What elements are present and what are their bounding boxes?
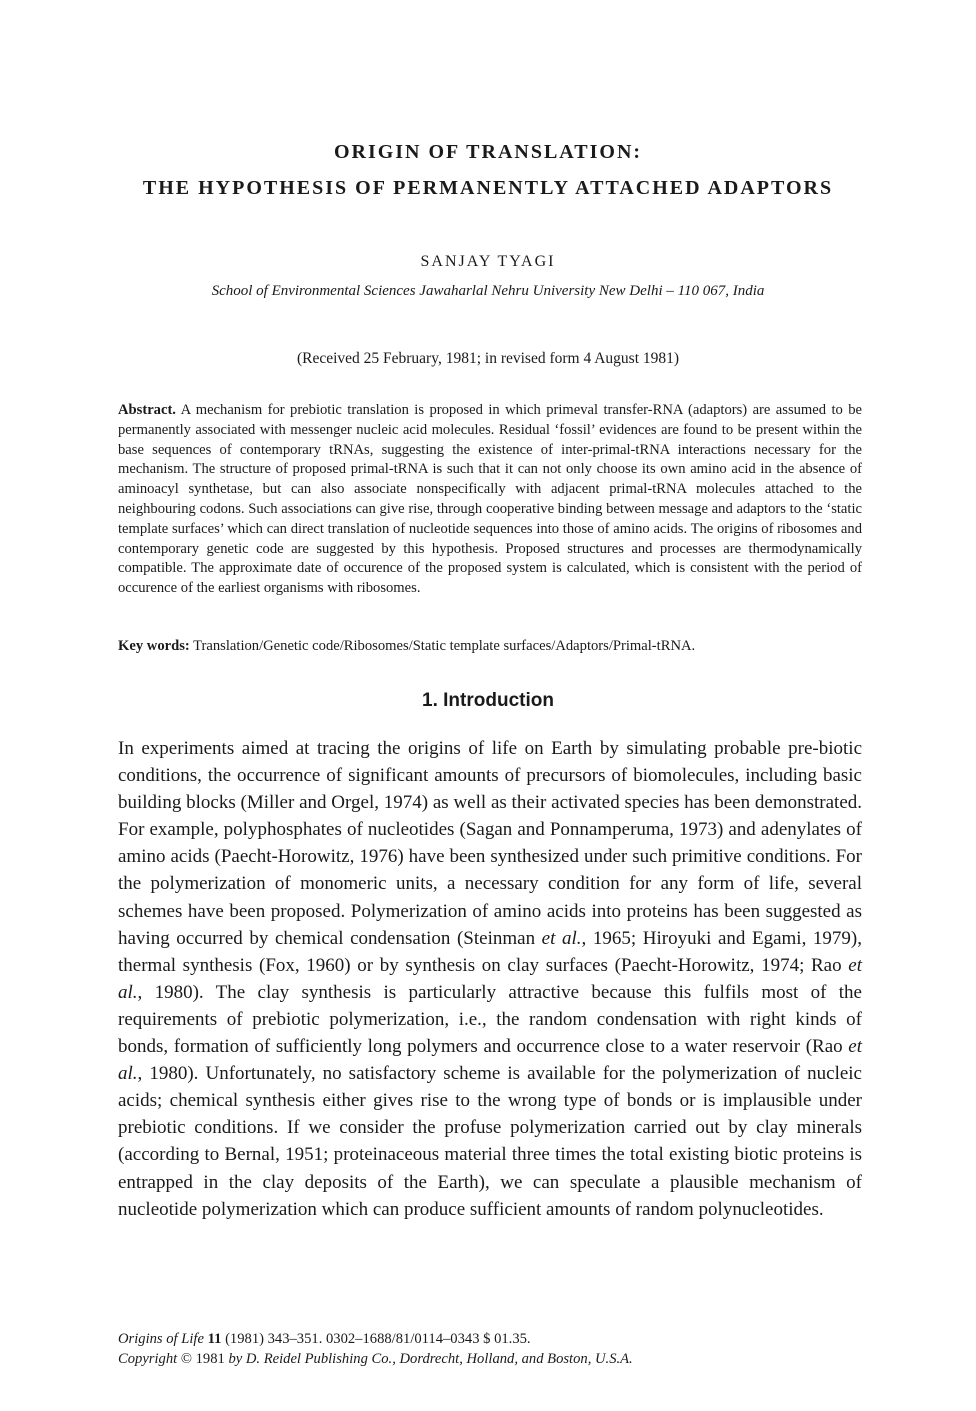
body-run-4: , 1980). Unfortunately, no satisfactory scheme is available for the polymerization of nucleic acids; chemical synthesis either gives rise to the wrong type of bonds or is implausible under prebiotic conditions. If we consider the profuse polymerization carried out by clay minerals (according to Bernal, 1951; proteinaceous material three times the total existing biotic proteins is entrapped in the clay deposits of the Earth), we can speculate a plausible mechanism of nucleotide polymerization which can produce sufficient amounts of random polynucleotides. xyxy=(118,1063,862,1220)
citation-etal: et al. xyxy=(118,954,862,1003)
citation-etal: et al. xyxy=(541,927,582,949)
paragraph xyxy=(118,735,862,1223)
copyright-symbol: © xyxy=(180,1351,192,1367)
copyright-line xyxy=(118,1349,862,1369)
journal-volume: 11 xyxy=(207,1331,222,1347)
body-run-1: In experiments aimed at tracing the origins of life on Earth by simulating probable pre-biotic conditions, the occurrence of significant amounts of precursors of biomolecules, including basic building blocks (Miller and Orgel, 1974) as well as their activated species has been demonstrated. For example, polyphosphates of nucleotides (Sagan and Ponnamperuma, 1973) and adenylates of amino acids (Paecht-Horowitz, 1976) have been synthesized under such primitive conditions. For the polymerization of monomeric units, a necessary condition for any form of life, several schemes have been proposed. Polymerization of amino acids into proteins has been suggested as having occurred by chemical condensation (Steinman xyxy=(118,738,862,949)
paper-title-line-2: THE HYPOTHESIS OF PERMANENTLY ATTACHED ADAPTORS xyxy=(142,177,834,199)
author-name: SANJAY TYAGI xyxy=(420,253,556,270)
body-run-3: , 1980). The clay synthesis is particularly attractive because this fulfils most of the requirements of prebiotic polymerization, i.e., the random condensation with right kinds of bonds, formation of sufficiently long polymers and occurrence close to a water reservoir (Rao xyxy=(118,981,862,1058)
body-text xyxy=(118,735,862,1223)
keywords xyxy=(118,637,862,657)
journal-name: Origins of Life xyxy=(118,1331,204,1347)
section-heading: 1. Introduction xyxy=(422,690,554,711)
body-run-2: , 1965; Hiroyuki and Egami, 1979), thermal synthesis (Fox, 1960) or by synthesis on clay surfaces (Paecht-Horowitz, 1974; Rao xyxy=(118,927,862,976)
abstract-text: A mechanism for prebiotic translation is proposed in which primeval transfer-RNA (adaptors) are assumed to be permanently associated with messenger nucleic acid molecules. Residual ‘fossil’ evidences are found to be present within the base sequences of contemporary tRNAs, suggesting the existence of inter-primal-tRNA interactions necessary for the mechanism. The structure of proposed primal-tRNA is such that it can not only choose its own amino acid in the absence of aminoacyl synthetase, but can also associate nonspecifically with adjacent primal-tRNA molecules attached to the neighbouring codons. Such associations can give rise, through cooperative binding between message and adaptors to the ‘static template surfaces’ which can direct translation of nucleotide sequences into those of amino acids. The origins of ribosomes and contemporary genetic code are suggested by this hypothesis. Proposed structures and processes are thermodynamically compatible. The approximate date of occurence of the proposed system is calculated, which is consistent with the period of occurence of the earliest organisms with ribosomes. xyxy=(118,402,863,597)
received-dates: (Received 25 February, 1981; in revised form 4 August 1981) xyxy=(296,350,680,367)
copyright-year: 1981 xyxy=(195,1351,225,1367)
journal-details: (1981) 343–351. 0302–1688/81/0114–0343 $ 01.35. xyxy=(225,1331,531,1347)
abstract-label: Abstract. xyxy=(118,402,176,418)
publisher: by D. Reidel Publishing Co., Dordrecht, Holland, and Boston, U.S.A. xyxy=(228,1351,633,1367)
keywords-label: Key words: xyxy=(118,638,190,654)
copyright-word: Copyright xyxy=(118,1351,178,1367)
journal-citation xyxy=(118,1329,862,1349)
page-footer xyxy=(118,1329,862,1369)
abstract xyxy=(118,401,862,599)
author-affiliation: School of Environmental Sciences Jawaharlal Nehru University New Delhi – 110 067, India xyxy=(211,283,765,299)
keywords-text: Translation/Genetic code/Ribosomes/Static template surfaces/Adaptors/Primal-tRNA. xyxy=(193,638,696,654)
paper-title-line-1: ORIGIN OF TRANSLATION: xyxy=(333,141,643,163)
citation-etal: et al. xyxy=(118,1036,862,1085)
